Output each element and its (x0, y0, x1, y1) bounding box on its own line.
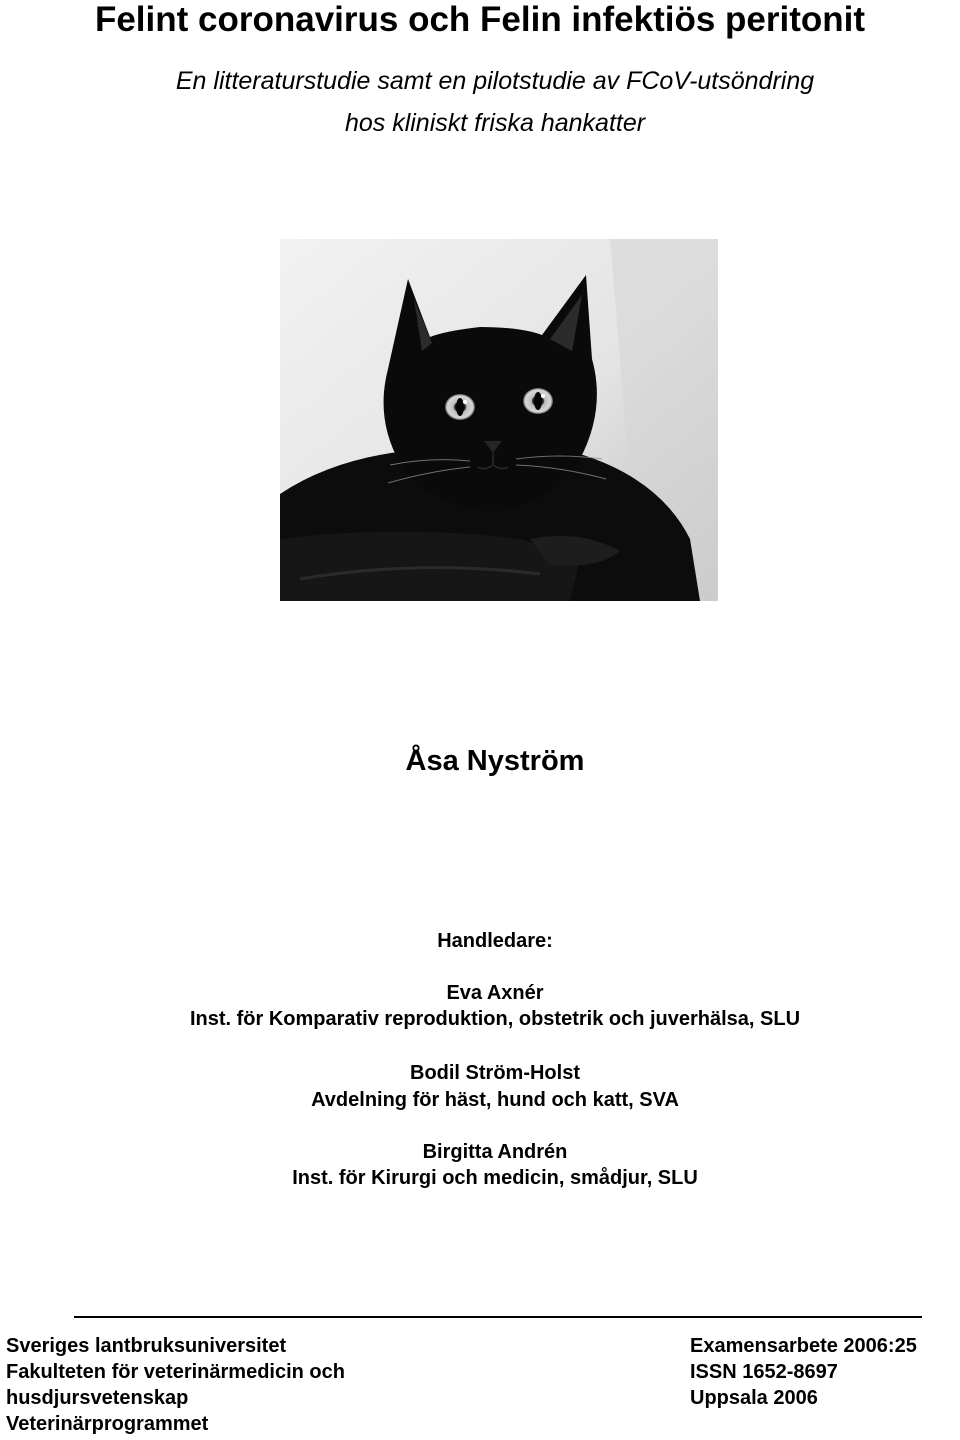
cat-photo-icon (280, 239, 718, 601)
supervisors-heading: Handledare: (437, 930, 553, 952)
footer-divider (74, 1316, 922, 1318)
subtitle-line-2: hos kliniskt friska hankatter (344, 109, 646, 137)
supervisor-1-name: Eva Axnér (446, 982, 544, 1004)
footer-university: Sveriges lantbruksuniversitet (6, 1335, 287, 1357)
supervisor-3-name: Birgitta Andrén (422, 1141, 568, 1163)
author-name: Åsa Nyström (405, 745, 585, 777)
footer-issn: ISSN 1652-8697 (690, 1361, 838, 1383)
cover-photo (280, 239, 718, 601)
footer-thesis-number: Examensarbete 2006:25 (690, 1335, 917, 1357)
footer-faculty: Fakulteten för veterinärmedicin och (6, 1361, 345, 1383)
subtitle-line-1: En litteraturstudie samt en pilotstudie av FCoV-utsöndring (175, 67, 815, 95)
supervisor-2-affiliation: Avdelning för häst, hund och katt, SVA (311, 1089, 679, 1111)
footer-programme: Veterinärprogrammet (6, 1413, 209, 1435)
footer-faculty-cont: husdjursvetenskap (6, 1387, 189, 1409)
supervisor-1-affiliation: Inst. för Komparativ reproduktion, obstetrik och juverhälsa, SLU (189, 1008, 801, 1030)
supervisor-2-name: Bodil Ström-Holst (410, 1062, 580, 1084)
footer-place-year: Uppsala 2006 (690, 1387, 818, 1409)
document-title: Felint coronavirus och Felin infektiös peritonit (94, 0, 866, 39)
supervisor-3-affiliation: Inst. för Kirurgi och medicin, smådjur, SLU (292, 1167, 698, 1189)
